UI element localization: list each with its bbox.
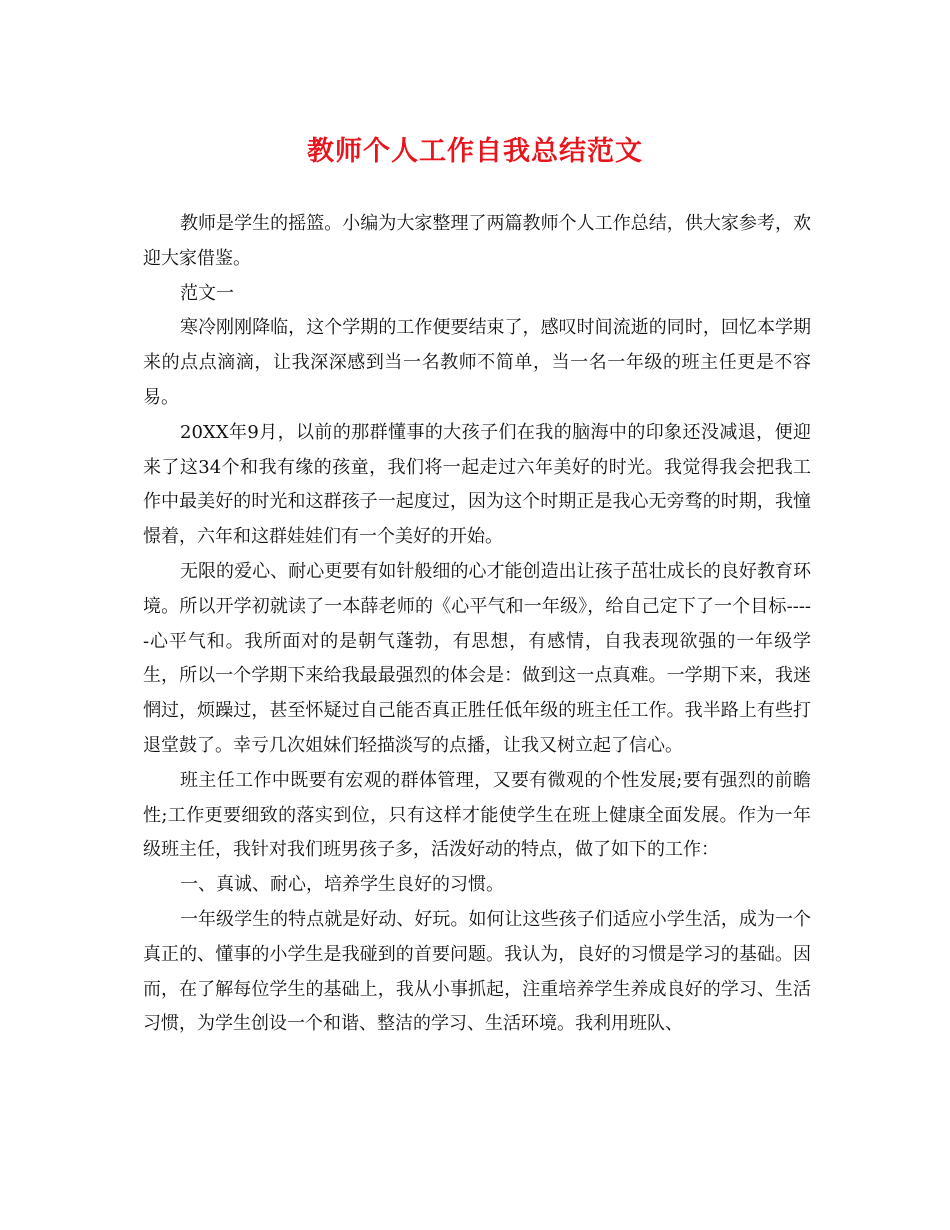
paragraph-3: 无限的爱心、耐心更要有如针般细的心才能创造出让孩子茁壮成长的良好教育环境。所以开学初就读了一本薛老师的《心平气和一年级》，给自己定下了一个目标-----心平气和。我所面对的是朝气蓬勃，有思想，有感情，自我表现欲强的一年级学生，所以一个学期下来给我最最强烈的体会是：做到这一点真难。一学期下来，我迷惘过，烦躁过，甚至怀疑过自己能否真正胜任低年级的班主任工作。我半路上有些打退堂鼓了。幸亏几次姐妹们轻描淡写的点播，让我又树立起了信心。 <box>143 560 811 756</box>
paragraph-2: 20XX年9月，以前的那群懂事的大孩子们在我的脑海中的印象还没减退，便迎来了这34个和我有缘的孩童，我们将一起走过六年美好的时光。我觉得我会把我工作中最美好的时光和这群孩子一起度过，因为这个时期正是我心无旁骛的时期，我憧憬着，六年和这群娃娃们有一个美好的开始。 <box>143 421 811 548</box>
paragraph-4: 班主任工作中既要有宏观的群体管理，又要有微观的个性发展;要有强烈的前瞻性;工作更要细致的落实到位，只有这样才能使学生在班上健康全面发展。作为一年级班主任，我针对我们班男孩子多，活泼好动的特点，做了如下的工作： <box>143 769 811 861</box>
paragraph-5: 一年级学生的特点就是好动、好玩。如何让这些孩子们适应小学生活，成为一个真正的、懂事的小学生是我碰到的首要问题。我认为，良好的习惯是学习的基础。因而，在了解每位学生的基础上，我从小事抓起，注重培养学生养成良好的学习、生活习惯，为学生创设一个和谐、整洁的学习、生活环境。我利用班队、 <box>143 908 811 1035</box>
paragraph-sample-heading: 范文一 <box>180 282 234 304</box>
document-body <box>143 207 811 1042</box>
paragraph-intro: 教师是学生的摇篮。小编为大家整理了两篇教师个人工作总结，供大家参考，欢迎大家借鉴。 <box>143 213 811 269</box>
section-heading-1: 一、真诚、耐心，培养学生良好的习惯。 <box>180 874 504 896</box>
paragraph-1: 寒冷刚刚降临，这个学期的工作便要结束了，感叹时间流逝的同时，回忆本学期来的点点滴滴，让我深深感到当一名教师不简单，当一名一年级的班主任更是不容易。 <box>143 317 811 408</box>
document-title: 教师个人工作自我总结范文 <box>307 136 643 167</box>
